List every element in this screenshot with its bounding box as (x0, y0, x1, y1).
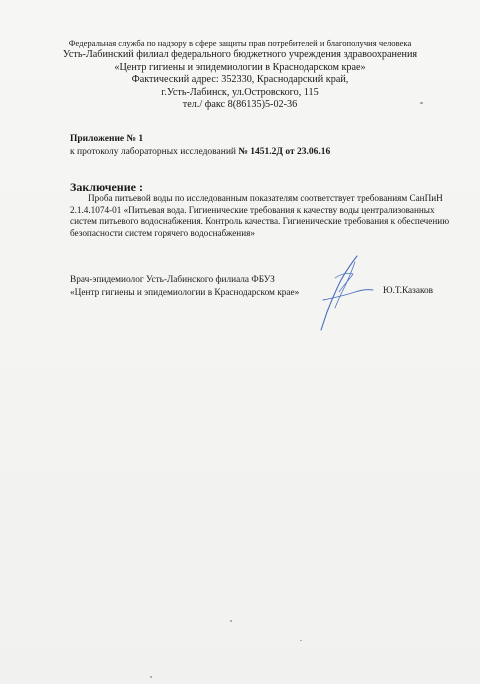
header-street: г.Усть-Лабинск, ул.Островского, 115 (161, 86, 319, 98)
signer-organization: «Центр гигиены и эпидемиологии в Краснодарском крае» (70, 287, 300, 298)
header-center: «Центр гигиены и эпидемиологии в Краснодарском крае» (114, 61, 366, 73)
header-phone: тел./ факс 8(86135)5-02-36 (182, 99, 298, 110)
protocol-prefix: к протоколу лабораторных исследований (70, 146, 239, 157)
protocol-number: № 1451.2Д от 23.06.16 (238, 146, 331, 157)
conclusion-text-block (70, 193, 450, 239)
signer-block (70, 274, 299, 299)
letterhead (40, 38, 440, 112)
scan-speck (150, 676, 152, 678)
scan-speck (420, 102, 423, 104)
header-branch: Усть-Лабинский филиал федерального бюджетного учреждения здравоохранения (62, 49, 418, 60)
header-address: Фактический адрес: 352330, Краснодарский край, (131, 74, 349, 85)
handwritten-signature (305, 252, 375, 332)
signer-name: Ю.Т.Казаков (383, 286, 434, 296)
annex-block (70, 133, 330, 158)
header-agency: Федеральная служба по надзору в сфере защиты прав потребителей и благополучия человека (68, 38, 412, 48)
signer-position: Врач-эпидемиолог Усть-Лабинского филиала ФБУЗ (70, 275, 275, 285)
annex-title: Приложение № 1 (70, 134, 144, 144)
protocol-reference (70, 146, 330, 159)
scan-speck (300, 640, 302, 641)
conclusion-text: Проба питьевой воды по исследованным показателям соответствует требованиям СанПиН 2.1.4.1074-01 «Питьевая вода. Гигиенические требования к качеству воды централизованных систем питьевого водоснабжения. Контроль качества. Гигиенические требования к обеспечению безопасности систем горячего водоснабжения» (70, 193, 450, 238)
scan-speck (230, 620, 232, 622)
conclusion-title: Заключение : (70, 180, 143, 194)
